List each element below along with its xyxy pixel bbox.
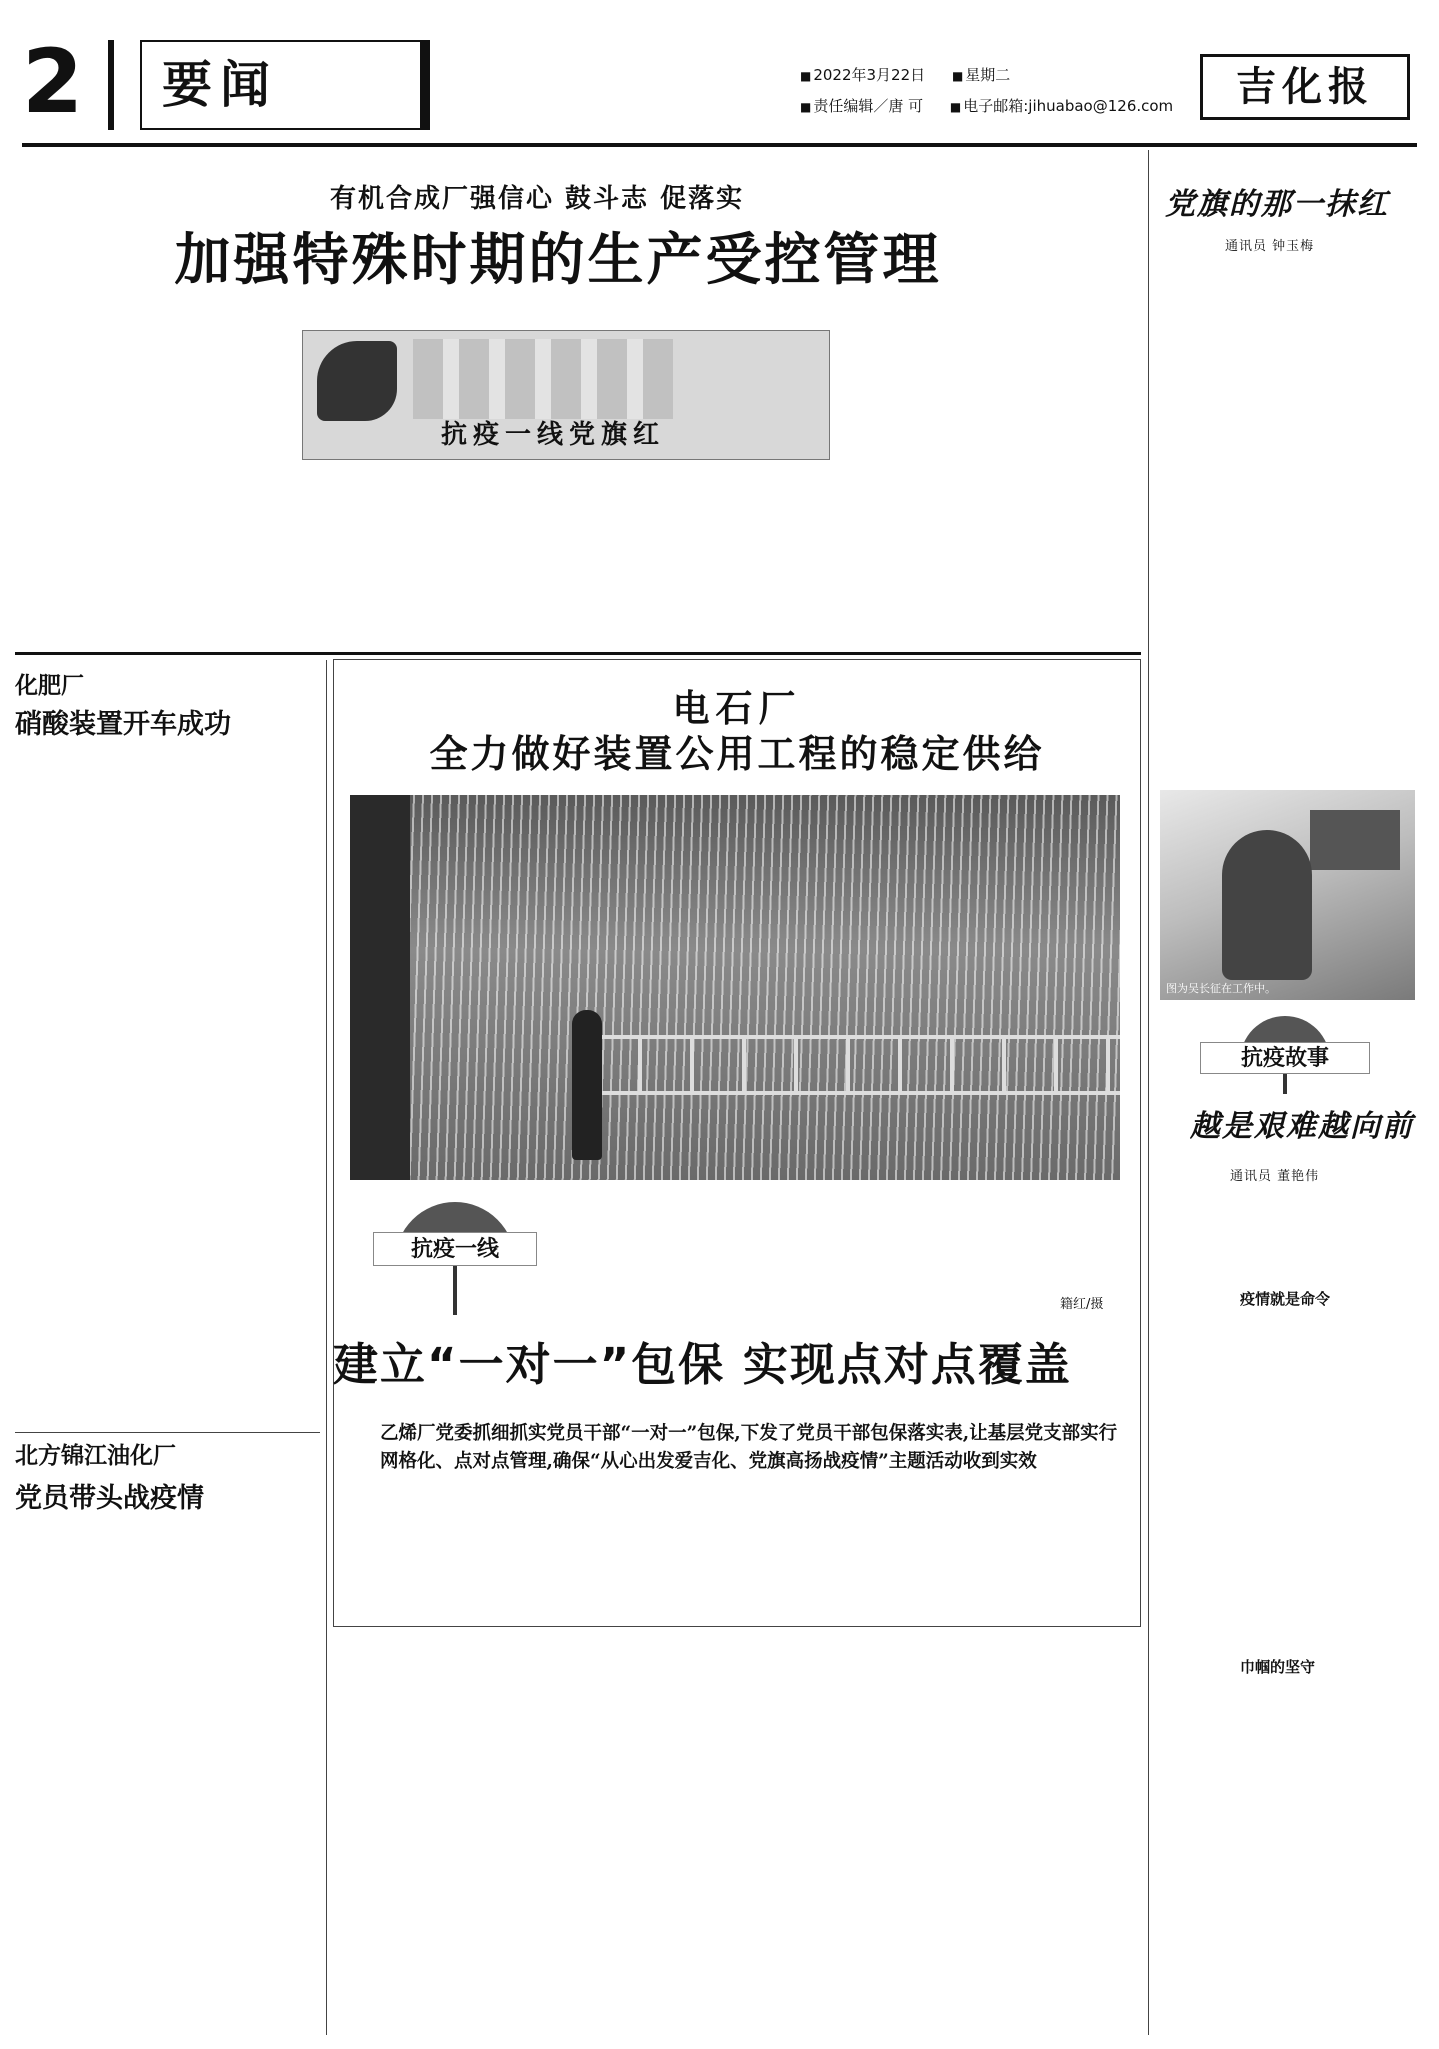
lead-column-4 [838,330,1138,646]
newspaper-logo: 吉化报 [1236,63,1374,110]
issue-meta [800,60,1195,122]
lead-bottom-rule [15,652,1141,655]
lead-column-2 [302,466,564,646]
party-flag-banner [302,330,830,460]
sidebar-story-2-byline: 通讯员 董艳伟 [1230,1169,1320,1184]
sidebar-rule [1148,150,1149,2035]
left-story-2-body [15,1525,320,2030]
monitor-screen [1310,810,1400,870]
left-story-2-unit: 北方锦江油化厂 [15,1443,176,1469]
banner-label: 抗疫一线党旗红 [440,420,665,450]
issue-weekday: ■ 星期二 [952,60,1010,91]
sidebar-stamp-label: 抗疫故事 [1200,1042,1370,1074]
left-column-rule [326,660,327,2035]
sidebar-subhead-1: 疫情就是命令 [1240,1290,1331,1308]
cooling-tower [350,795,410,1180]
sidebar-story-2-body-3 [1160,1682,1415,2032]
lower-column-2 [600,1545,850,2035]
sidebar-story-2-body [1160,1195,1415,1285]
left-story-1-headline: 硝酸装置开车成功 [15,709,231,740]
left-story-1-unit: 化肥厂 [15,673,84,699]
party-flag-icon [317,341,397,421]
sidebar-story-2-headline: 越是艰难越向前 [1190,1109,1414,1144]
sidebar-photo [1160,790,1415,1000]
lower-column-3 [860,1545,1140,2035]
lead-kicker: 有机合成厂强信心 鼓斗志 促落实 [330,184,745,214]
left-divider [15,1432,320,1433]
masthead [0,0,1439,145]
sidebar-story-1-headline: 党旗的那一抹红 [1165,187,1389,222]
sidebar-subhead-2: 巾帼的坚守 [1240,1658,1316,1676]
left-story-2-headline: 党员带头战疫情 [15,1483,204,1514]
photo-credit: 籍红/摄 [1060,1297,1104,1312]
sidebar-photo-caption: 图为吴长征在工作中。 [1166,982,1276,995]
lead-column-1 [15,330,295,646]
feature-unit: 电石厂 [672,687,802,730]
feature-photo [350,795,1120,1180]
lower-deck: 乙烯厂党委抓细抓实党员干部“一对一”包保,下发了党员干部包保落实表,让基层党支部实行网格化、点对点管理,确保“从心出发爱吉化、党旗高扬战疫情”主题活动收到实效 [380,1423,1118,1472]
section-name: 要闻 [162,55,278,114]
worker-figure [572,1010,602,1160]
page-number: 2 [22,30,84,133]
issue-date: ■ 2022年3月22日 [800,60,925,91]
feature-headline: 全力做好装置公用工程的稳定供给 [429,732,1045,776]
guard-rail [590,1035,1120,1095]
sidebar-story-1-byline: 通讯员 钟玉梅 [1225,239,1315,254]
sidebar-story-2-body-2 [1160,1313,1415,1653]
feature-stamp [365,1192,545,1322]
lower-headline: 建立“一对一”包保 实现点对点覆盖 [333,1338,1072,1391]
masthead-divider [108,40,114,130]
umbrella-handle [453,1260,457,1315]
sidebar-story-1-body [1160,266,1415,781]
issue-email: ■ 电子邮箱:jihuabao@126.com [950,91,1173,122]
feature-caption-column-2 [815,1192,1070,1292]
medical-staff-figures [413,339,673,419]
issue-editor: ■ 责任编辑／唐 可 [800,91,923,122]
lead-column-3 [570,466,832,646]
feature-stamp-label: 抗疫一线 [373,1232,537,1266]
lower-column-1 [333,1545,588,2035]
sidebar-stamp [1160,1012,1415,1102]
feature-caption-column-1 [555,1192,805,1317]
left-story-1-body [15,750,320,1420]
masthead-rule [22,143,1417,147]
worker-figure [1222,830,1312,980]
lead-headline: 加强特殊时期的生产受控管理 [174,228,942,293]
